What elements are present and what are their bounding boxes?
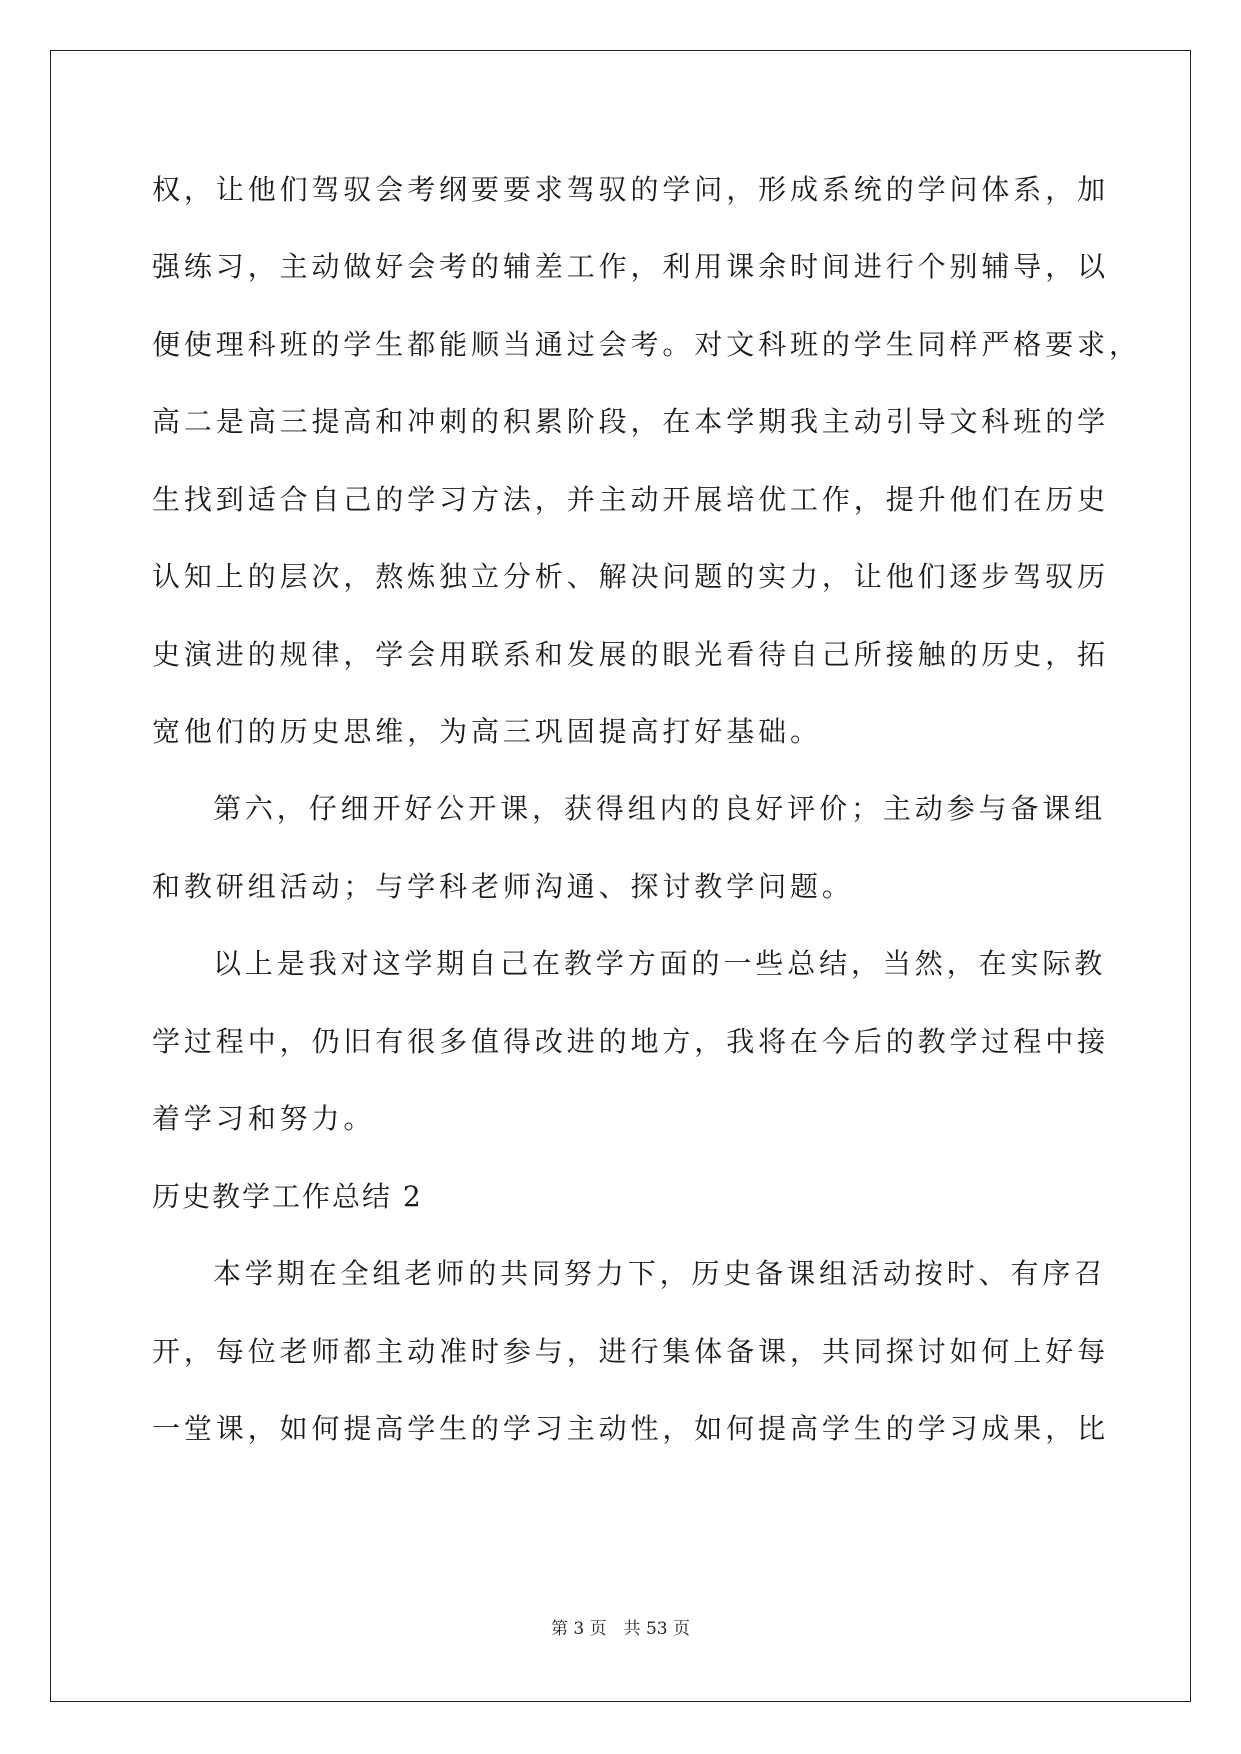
body-line: 开，每位老师都主动准时参与，进行集体备课，共同探讨如何上好每 bbox=[152, 1335, 1110, 1368]
paragraph-start-line: 本学期在全组老师的共同努力下，历史备课组活动按时、有序召 bbox=[213, 1257, 1107, 1290]
body-line: 便使理科班的学生都能顺当通过会考。对文科班的学生同样严格要求， bbox=[152, 328, 1141, 361]
body-line: 高二是高三提高和冲刺的积累阶段，在本学期我主动引导文科班的学 bbox=[152, 405, 1110, 438]
body-line: 一堂课，如何提高学生的学习主动性，如何提高学生的学习成果，比 bbox=[152, 1412, 1110, 1445]
paragraph-start-line: 第六，仔细开好公开课，获得组内的良好评价；主动参与备课组 bbox=[213, 792, 1107, 825]
page-number-footer: 第 3 页 共 53 页 bbox=[550, 1619, 691, 1639]
body-line: 宽他们的历史思维，为高三巩固提高打好基础。 bbox=[152, 715, 822, 748]
body-line: 学过程中，仍旧有很多值得改进的地方，我将在今后的教学过程中接 bbox=[152, 1025, 1110, 1058]
body-line: 生找到适合自己的学习方法，并主动开展培优工作，提升他们在历史 bbox=[152, 483, 1110, 516]
body-line: 和教研组活动；与学科老师沟通、探讨教学问题。 bbox=[152, 870, 854, 903]
section-heading: 历史教学工作总结 2 bbox=[152, 1180, 423, 1213]
paragraph-start-line: 以上是我对这学期自己在教学方面的一些总结，当然，在实际教 bbox=[213, 947, 1107, 980]
body-line: 认知上的层次，熬炼独立分析、解决问题的实力，让他们逐步驾驭历 bbox=[152, 560, 1110, 593]
body-line: 着学习和努力。 bbox=[152, 1102, 376, 1135]
body-line: 权，让他们驾驭会考纲要要求驾驭的学问，形成系统的学问体系，加 bbox=[152, 173, 1110, 206]
body-line: 强练习，主动做好会考的辅差工作，利用课余时间进行个别辅导，以 bbox=[152, 250, 1110, 283]
body-line: 史演进的规律，学会用联系和发展的眼光看待自己所接触的历史，拓 bbox=[152, 638, 1110, 671]
